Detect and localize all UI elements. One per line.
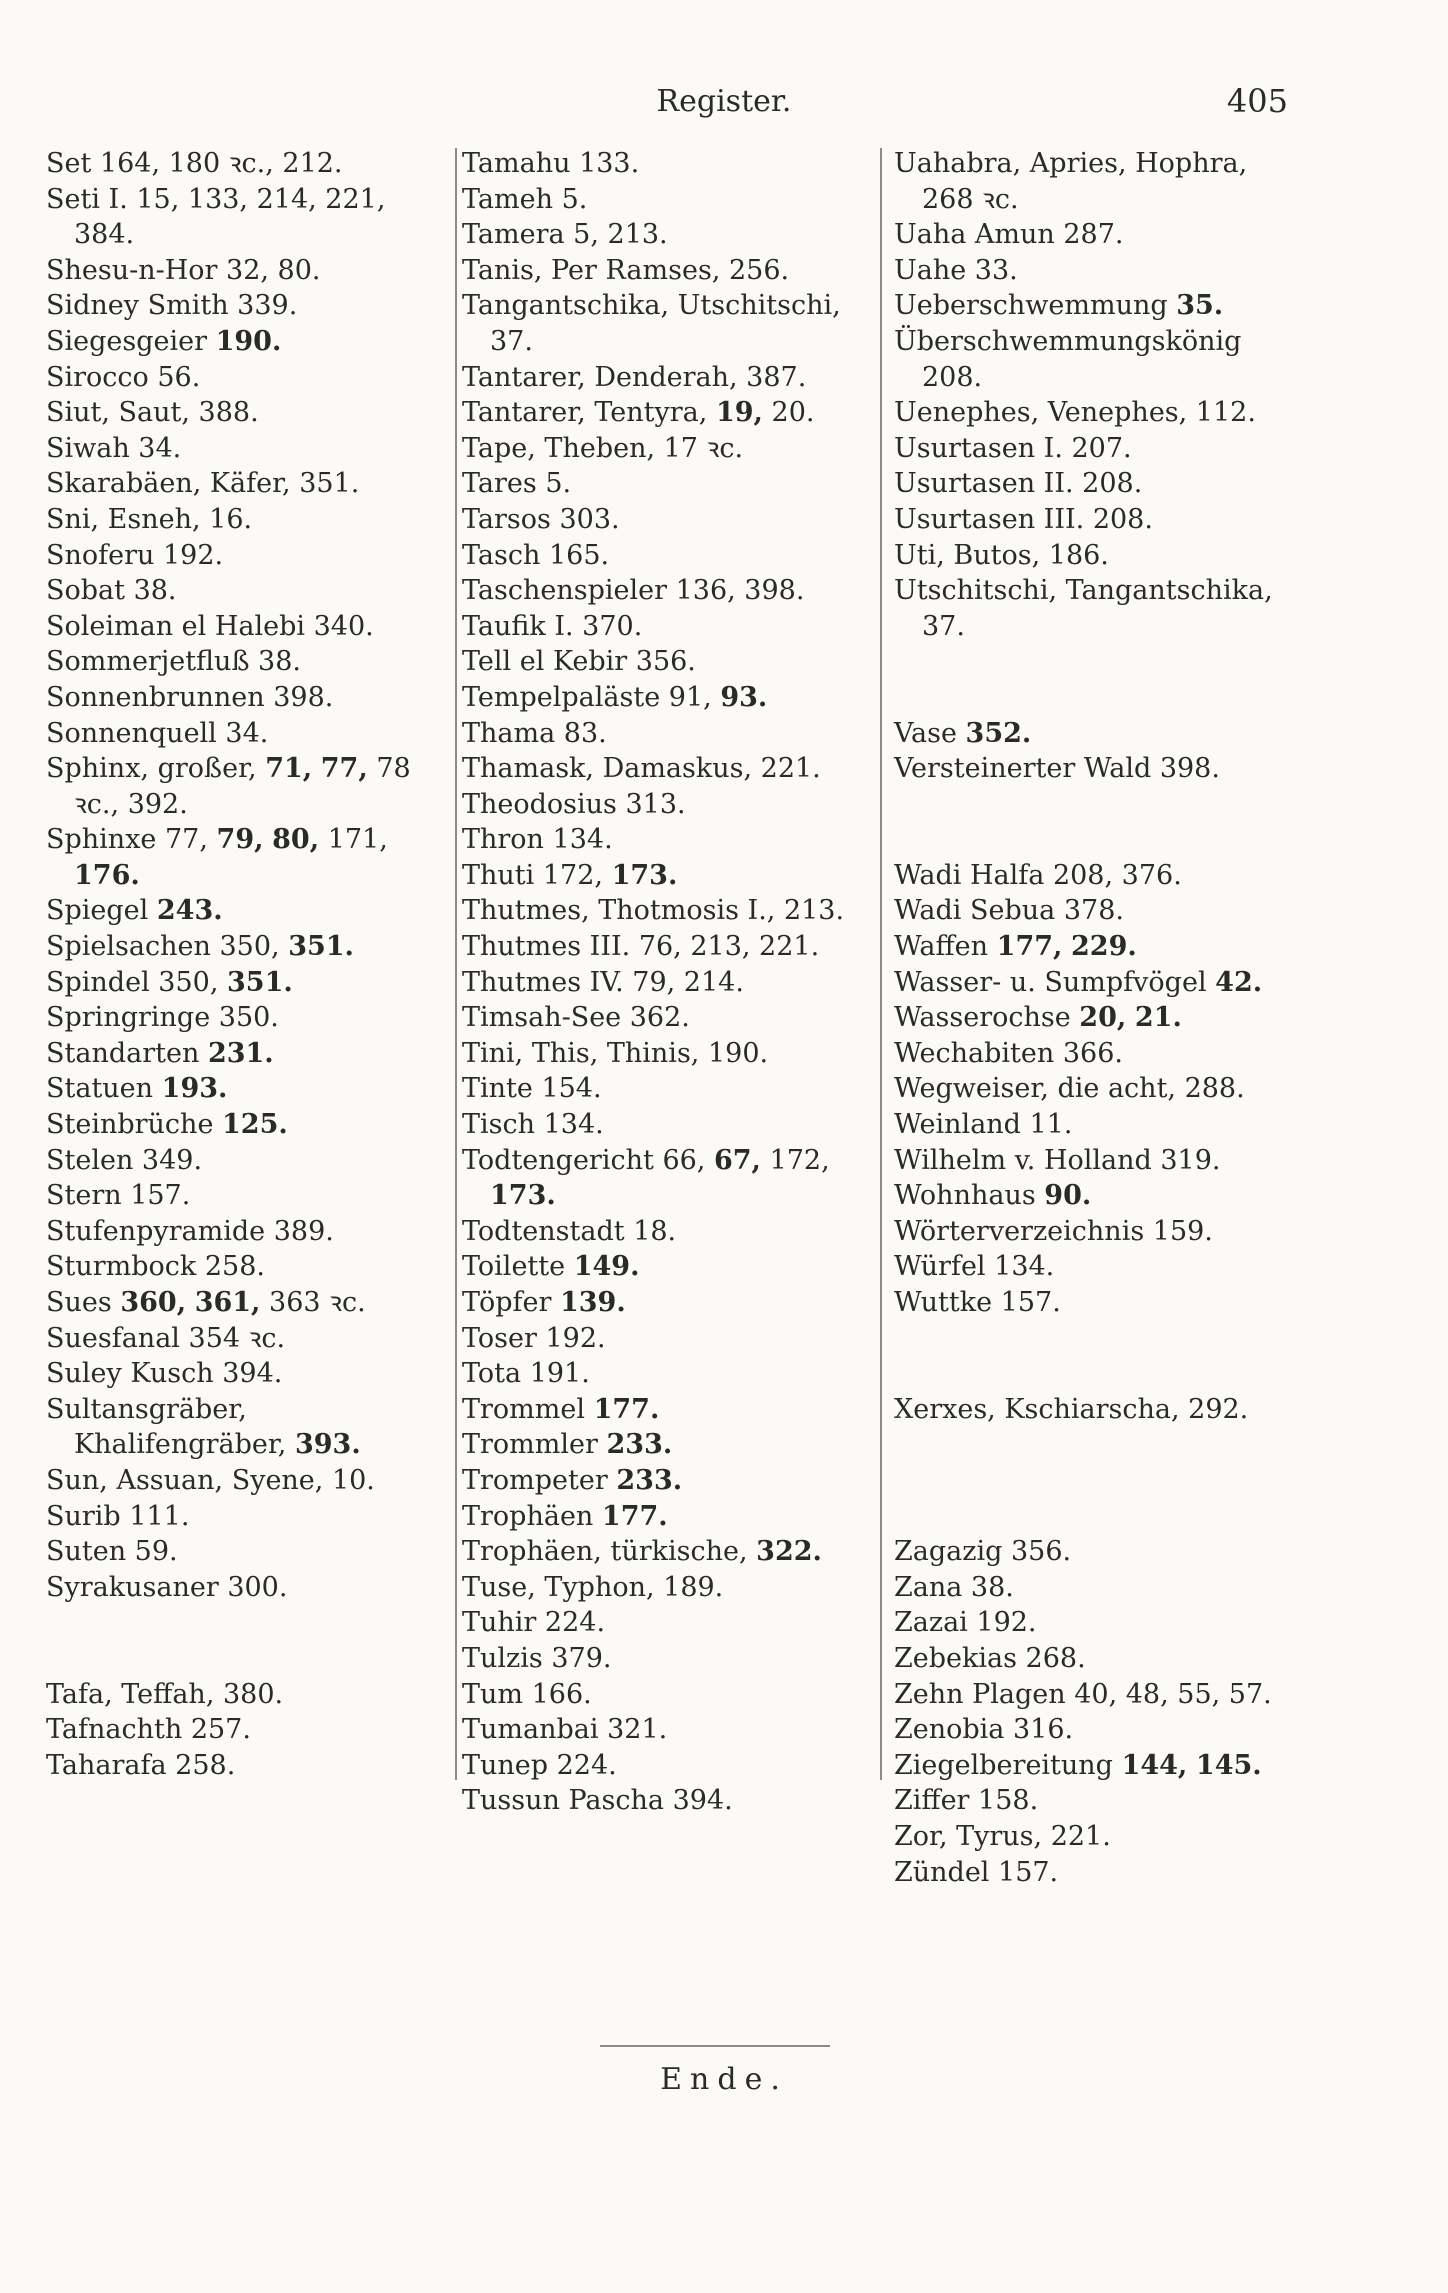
index-entry: Würfel 134.: [894, 1251, 1055, 1283]
index-entry: Waffen 177, 229.: [894, 931, 1137, 963]
index-entry: Versteinerter Wald 398.: [894, 753, 1220, 785]
section-gap: [894, 1427, 1304, 1463]
index-entry: Sultansgräber, Khalifengräber, 393.: [46, 1393, 361, 1461]
index-entry: Tussun Pascha 394.: [462, 1785, 733, 1817]
index-entry: Zündel 157.: [894, 1856, 1059, 1888]
index-entry: Zenobia 316.: [894, 1714, 1074, 1746]
index-entry: Zazai 192.: [894, 1607, 1037, 1639]
index-entry: Tares 5.: [462, 468, 572, 500]
index-entry: Usurtasen III. 208.: [894, 503, 1153, 535]
index-entry: Tantarer, Denderah, 387.: [462, 361, 807, 393]
section-gap: [894, 822, 1304, 858]
index-entry: Theodosius 313.: [462, 788, 686, 820]
index-column-2: [462, 146, 882, 1819]
index-entry: Soleiman el Halebi 340.: [46, 610, 374, 642]
section-gap: [46, 1605, 448, 1641]
index-entry: Trommel 177.: [462, 1393, 660, 1425]
index-entry: Siut, Saut, 388.: [46, 397, 259, 429]
index-entry: Thutmes IV. 79, 214.: [462, 966, 744, 998]
index-entry: Suten 59.: [46, 1536, 178, 1568]
index-entry: Wasserochse 20, 21.: [894, 1002, 1182, 1034]
section-gap: [894, 787, 1304, 823]
index-entry: Trophäen 177.: [462, 1500, 668, 1532]
index-entry: Stelen 349.: [46, 1144, 203, 1176]
index-entry: Uaha Amun 287.: [894, 219, 1124, 251]
index-column-3: [894, 146, 1304, 1890]
index-entry: Suley Kusch 394.: [46, 1358, 283, 1390]
index-entry: Sturmbock 258.: [46, 1251, 265, 1283]
index-entry: Tum 166.: [462, 1678, 592, 1710]
section-gap: [894, 680, 1304, 716]
index-entry: Thamask, Damaskus, 221.: [462, 753, 821, 785]
index-entry: Set 164, 180 ꝛc., 212.: [46, 148, 343, 179]
index-entry: Surib 111.: [46, 1500, 190, 1532]
section-gap: [894, 1321, 1304, 1357]
index-entry: Usurtasen II. 208.: [894, 468, 1143, 500]
index-entry: Uahabra, Apries, Hophra, 268 ꝛc.: [894, 148, 1248, 215]
index-entry: Uti, Butos, 186.: [894, 539, 1109, 571]
index-entry: Wuttke 157.: [894, 1287, 1061, 1318]
index-entry: Tinte 154.: [462, 1073, 602, 1105]
index-entry: Syrakusaner 300.: [46, 1571, 288, 1603]
end-rule: [600, 2045, 830, 2047]
index-entry: Taharafa 258.: [46, 1749, 236, 1781]
index-entry: Tota 191.: [462, 1358, 590, 1390]
section-gap: [894, 644, 1304, 680]
index-entry: Ziegelbereitung 144, 145.: [894, 1749, 1262, 1781]
index-entry: Sphinx, großer, 71, 77, 78 ꝛc., 392.: [46, 753, 411, 820]
index-entry: Toilette 149.: [462, 1251, 640, 1283]
index-entry: Taschenspieler 136, 398.: [462, 575, 805, 607]
index-entry: Sun, Assuan, Syene, 10.: [46, 1464, 375, 1496]
index-entry: Tafa, Teffah, 380.: [46, 1678, 284, 1710]
column-divider: [880, 148, 882, 1780]
index-entry: Tamahu 133.: [462, 148, 640, 179]
index-entry: Tantarer, Tentyra, 19, 20.: [462, 397, 815, 429]
index-entry: Sonnenquell 34.: [46, 717, 269, 749]
index-entry: Tumanbai 321.: [462, 1714, 668, 1746]
index-entry: Xerxes, Kschiarscha, 292.: [894, 1393, 1249, 1425]
index-entry: Zagazig 356.: [894, 1536, 1072, 1568]
index-entry: Sphinxe 77, 79, 80, 171, 176.: [46, 824, 388, 891]
index-entry: Tunep 224.: [462, 1749, 617, 1781]
index-entry: Trommler 233.: [462, 1429, 673, 1461]
section-gap: [894, 1356, 1304, 1392]
index-entry: Töpfer 139.: [462, 1287, 626, 1318]
index-entry: Taufik I. 370.: [462, 610, 643, 642]
index-entry: Thron 134.: [462, 824, 613, 856]
index-entry: Todtenstadt 18.: [462, 1215, 677, 1247]
index-entry: Wadi Halfa 208, 376.: [894, 859, 1182, 891]
running-head: [0, 78, 1448, 124]
index-entry: Tape, Theben, 17 ꝛc.: [462, 432, 744, 464]
index-entry: Siegesgeier 190.: [46, 325, 282, 357]
index-entry: Wasser- u. Sumpfvögel 42.: [894, 966, 1263, 998]
index-entry: Sirocco 56.: [46, 361, 201, 393]
index-entry: Sobat 38.: [46, 575, 177, 607]
index-entry: Usurtasen I. 207.: [894, 432, 1132, 464]
index-entry: Thutmes, Thotmosis I., 213.: [462, 895, 845, 927]
index-entry: Tuse, Typhon, 189.: [462, 1571, 724, 1603]
index-entry: Sonnenbrunnen 398.: [46, 681, 334, 713]
index-entry: Toser 192.: [462, 1322, 606, 1354]
index-entry: Statuen 193.: [46, 1073, 228, 1105]
index-column-1: [46, 146, 448, 1783]
index-entry: Springringe 350.: [46, 1002, 279, 1034]
index-entry: Tanis, Per Ramses, 256.: [462, 254, 790, 286]
index-entry: Sommerjetfluß 38.: [46, 646, 301, 678]
index-entry: Trophäen, türkische, 322.: [462, 1536, 822, 1568]
running-title: Register.: [656, 84, 792, 119]
index-entry: Todtengericht 66, 67, 172, 173.: [462, 1144, 830, 1212]
index-entry: Wadi Sebua 378.: [894, 895, 1124, 927]
index-entry: Zehn Plagen 40, 48, 55, 57.: [894, 1678, 1272, 1710]
index-entry: Wilhelm v. Holland 319.: [894, 1144, 1221, 1176]
index-entry: Ueberschwemmung 35.: [894, 290, 1224, 322]
index-entry: Sues 360, 361, 363 ꝛc.: [46, 1287, 366, 1318]
section-gap: [894, 1499, 1304, 1535]
section-gap: [894, 1463, 1304, 1499]
end-mark: Ende.: [660, 2062, 788, 2097]
index-entry: Überschwemmungskönig 208.: [894, 325, 1242, 393]
index-entry: Snoferu 192.: [46, 539, 224, 571]
index-entry: Tulzis 379.: [462, 1642, 612, 1674]
index-entry: Wörterverzeichnis 159.: [894, 1215, 1213, 1247]
index-entry: Ziffer 158.: [894, 1785, 1039, 1817]
index-entry: Suesfanal 354 ꝛc.: [46, 1322, 286, 1354]
index-entry: Thama 83.: [462, 717, 607, 749]
index-entry: Standarten 231.: [46, 1037, 274, 1069]
index-entry: Tempelpaläste 91, 93.: [462, 681, 768, 713]
index-entry: Zana 38.: [894, 1571, 1014, 1603]
column-divider: [455, 148, 457, 1780]
index-entry: Wechabiten 366.: [894, 1037, 1123, 1069]
index-entry: Vase 352.: [894, 717, 1032, 749]
index-entry: Siwah 34.: [46, 432, 182, 464]
index-entry: Skarabäen, Käfer, 351.: [46, 468, 360, 500]
index-entry: Spiegel 243.: [46, 895, 223, 927]
index-entry: Wegweiser, die acht, 288.: [894, 1073, 1245, 1105]
index-entry: Stufenpyramide 389.: [46, 1215, 334, 1247]
index-entry: Shesu-n-Hor 32, 80.: [46, 254, 321, 286]
index-entry: Wohnhaus 90.: [894, 1180, 1092, 1212]
index-entry: Tuhir 224.: [462, 1607, 606, 1639]
index-entry: Spielsachen 350, 351.: [46, 931, 354, 963]
index-entry: Tell el Kebir 356.: [462, 646, 696, 678]
page-number: 405: [1226, 82, 1288, 120]
index-entry: Spindel 350, 351.: [46, 966, 293, 998]
index-entry: Tini, This, Thinis, 190.: [462, 1037, 769, 1069]
index-entry: Uahe 33.: [894, 254, 1018, 286]
index-entry: Thuti 172, 173.: [462, 859, 678, 891]
index-entry: Weinland 11.: [894, 1109, 1073, 1141]
index-entry: Stern 157.: [46, 1180, 191, 1212]
index-entry: Timsah-See 362.: [462, 1002, 690, 1034]
index-entry: Tafnachth 257.: [46, 1714, 251, 1746]
index-entry: Trompeter 233.: [462, 1464, 683, 1496]
index-entry: Tarsos 303.: [462, 503, 620, 535]
index-entry: Tisch 134.: [462, 1109, 604, 1141]
index-entry: Tasch 165.: [462, 539, 610, 571]
index-entry: Tamera 5, 213.: [462, 219, 668, 251]
index-entry: Sidney Smith 339.: [46, 290, 298, 322]
index-entry: Steinbrüche 125.: [46, 1109, 288, 1141]
index-entry: Uenephes, Venephes, 112.: [894, 397, 1256, 429]
index-entry: Thutmes III. 76, 213, 221.: [462, 931, 820, 963]
index-entry: Tangantschika, Utschitschi, 37.: [462, 290, 841, 357]
index-entry: Seti I. 15, 133, 214, 221, 384.: [46, 183, 386, 251]
index-entry: Utschitschi, Tangantschika, 37.: [894, 575, 1273, 642]
index-entry: Sni, Esneh, 16.: [46, 503, 253, 535]
index-entry: Zebekias 268.: [894, 1642, 1086, 1674]
index-entry: Tameh 5.: [462, 183, 588, 215]
section-gap: [46, 1641, 448, 1677]
index-entry: Zor, Tyrus, 221.: [894, 1820, 1111, 1852]
